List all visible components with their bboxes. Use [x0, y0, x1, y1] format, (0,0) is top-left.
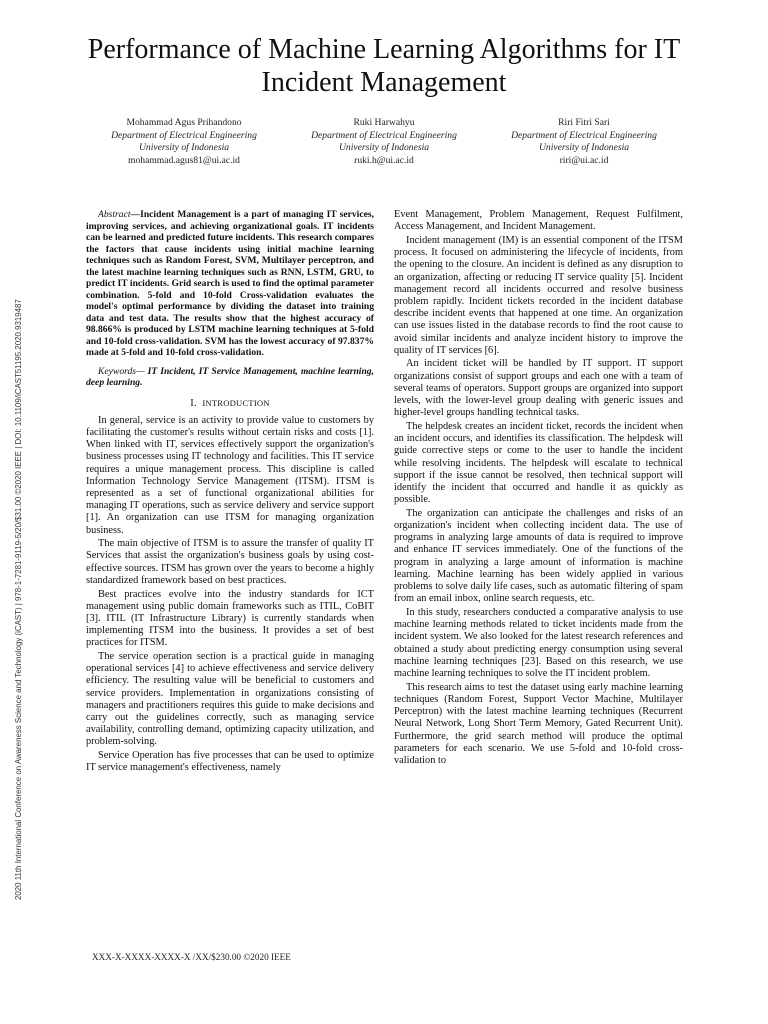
author-name: Mohammad Agus Prihandono — [126, 117, 242, 128]
paragraph: The organization can anticipate the challenges and risks of an organization's incident when collecting incident data. The use of programs in analyzing large amounts of data is required to improve and enhance IT services immediately. One of the functions of the program in analyzing a large amount of information is machine learning. Machine learning has been widely applied in various problems to solve daily life cases, such as automatic filtering of spam from an email inbox, online search requests, etc. — [394, 507, 683, 605]
author-university: University of Indonesia — [338, 142, 430, 154]
paragraph: Best practices evolve into the industry standards for ICT management using public domain frameworks such as ITIL, CoBIT [3]. ITIL (IT Infrastructure Library) is currently standards when implementing ITSM into the business. It provides a set of best practices for ITSM. — [86, 588, 374, 649]
abstract-text: —Incident Management is a part of managing IT services, improving services, and achieving organizational goals. IT incidents can be learned and predicted future incidents. This research compares the factors that cause incidents using initial machine learning techniques such as Random Forest, SVM, Multilayer perceptron, and the latest machine learning techniques such as RNN, LSTM, GRU, to predict IT incidents. Grid search is used to find the optimal parameter combination. 5-fold and 10-fold Cross-validation evaluates the model's optimal performance by dividing the dataset into training data and test data. The results show that the highest accuracy of 98.866% is produced by LSTM machine learning techniques at 5-fold and 10-fold cross-validation. SVM has the lowest accuracy of 97.837% made at 5-fold and 10-fold cross-validation. — [86, 209, 374, 358]
section-heading — [86, 397, 374, 410]
abstract — [86, 209, 374, 359]
author-1 — [84, 117, 284, 167]
paper-title: Performance of Machine Learning Algorithms for IT Incident Management — [87, 34, 681, 98]
author-university: University of Indonesia — [138, 142, 230, 154]
author-name: Ruki Harwahyu — [353, 117, 415, 128]
paragraph: The helpdesk creates an incident ticket, records the incident when an incident occurs, and identifies its classification. The helpdesk will guide corrective steps or come to the user to handle the incident while resolving incidents. The helpdesk will escalate to technical support if the issue cannot be resolved, then technical support will identify the incident that occurred and handle it as quickly as possible. — [394, 420, 683, 506]
doi-sidebar: 2020 11th International Conference on Awareness Science and Technology (iCAST) | 978-1-7281-9119-5/20/$31.00 ©2020 IEEE | DOI: 10.1109/iCAST51195.2020.9319487 — [14, 299, 23, 900]
paragraph: An incident ticket will be handled by IT support. IT support organizations consist of support groups and each one with a team of several teams of operators. Support groups are organized into support levels, with the lower-level group dealing with generic issues and higher-level groups handling technical tasks. — [394, 358, 683, 419]
copyright-footer: XXX-X-XXXX-XXXX-X /XX/$230.00 ©2020 IEEE — [92, 952, 291, 962]
paragraph: Service Operation has five processes that can be used to optimize IT service management's effectiveness, namely — [86, 750, 374, 774]
right-column — [394, 209, 683, 769]
author-3 — [484, 117, 684, 167]
left-column — [86, 209, 374, 776]
author-department: Department of Electrical Engineering — [311, 129, 457, 141]
abstract-label: Abstract — [98, 209, 131, 220]
paragraph: In this study, researchers conducted a comparative analysis to use machine learning methods related to ticket incidents made from the incident system. We also looked for the latest research references and obtained a study about predicting energy consumption using several machine learning techniques [23]. Based on this research, we use machine learning techniques to solve the IT incident problem. — [394, 607, 683, 680]
author-email: ruki.h@ui.ac.id — [354, 154, 414, 166]
section-title: INTRODUCTION — [202, 397, 270, 408]
keywords — [86, 366, 374, 389]
keywords-label: Keywords— — [98, 365, 145, 377]
paragraph: In general, service is an activity to provide value to customers by facilitating the customer's results without certain risks and costs [1]. When linked with IT, services effectively support the organization's business processes using IT technology and facilities. This IT service requires a unique management process. This discipline is called Information Technology Service Management (ITSM). ITSM is represented as a set of functional organizational abilities for managing IT operations, such as service delivery and service support [1]. An organization can use ITSM for managing organization business. — [86, 414, 374, 536]
author-department: Department of Electrical Engineering — [511, 129, 657, 141]
author-block — [84, 117, 684, 167]
author-university: University of Indonesia — [538, 142, 630, 154]
author-department: Department of Electrical Engineering — [111, 129, 257, 141]
author-email: riri@ui.ac.id — [559, 154, 609, 166]
paragraph: The main objective of ITSM is to assure the transfer of quality IT Services that assist the organization's business goals by using cost-effective sources. ITSM has grown over the years to become a highly standardized framework based on best practices. — [86, 538, 374, 586]
paragraph: This research aims to test the dataset using early machine learning techniques (Random Forest, Support Vector Machine, Multilayer Perceptron) with the latest machine learning techniques (Recurrent Neural Network, Long Short Term Memory, Gated Recurrent Unit). Furthermore, the grid search method will produce the optimal parameters for each scenario. We use 5-fold and 10-fold cross-validation to — [394, 681, 683, 766]
author-2 — [284, 117, 484, 167]
paragraph: Incident management (IM) is an essential component of the ITSM process. It focused on administering the lifecycle of incidents, from the opening to the closure. An incident is defined as any disruption to an organization, affecting or reducing IT service quality [5]. Incident management record all incidents occurred and resolve business problem rapidly. Incident tickets recorded in the incident database describe incident events that happened at one time. An organization can use issues listed in the database records to find the root cause to avoid similar incidents and analyze incident history to improve the quality of IT services [6]. — [394, 234, 683, 356]
author-email: mohammad.agus81@ui.ac.id — [128, 154, 240, 166]
author-name: Riri Fitri Sari — [558, 117, 610, 128]
paragraph: The service operation section is a practical guide in managing operational services [4] to achieve effectiveness and service delivery efficiency. The resulting value will be beneficial to customers and service providers. Implementation in organizations consisting of managers and practitioners requires this guide to make decisions and carry out the guidelines correctly, such as managing service availability, controlling demand, optimizing capacity utilization, and problem-solving. — [86, 651, 374, 748]
paragraph: Event Management, Problem Management, Request Fulfilment, Access Management, and Incident Management. — [394, 209, 683, 233]
keywords-text: IT Incident, IT Service Management, machine learning, deep learning. — [86, 365, 374, 388]
section-number: I. — [190, 397, 197, 409]
